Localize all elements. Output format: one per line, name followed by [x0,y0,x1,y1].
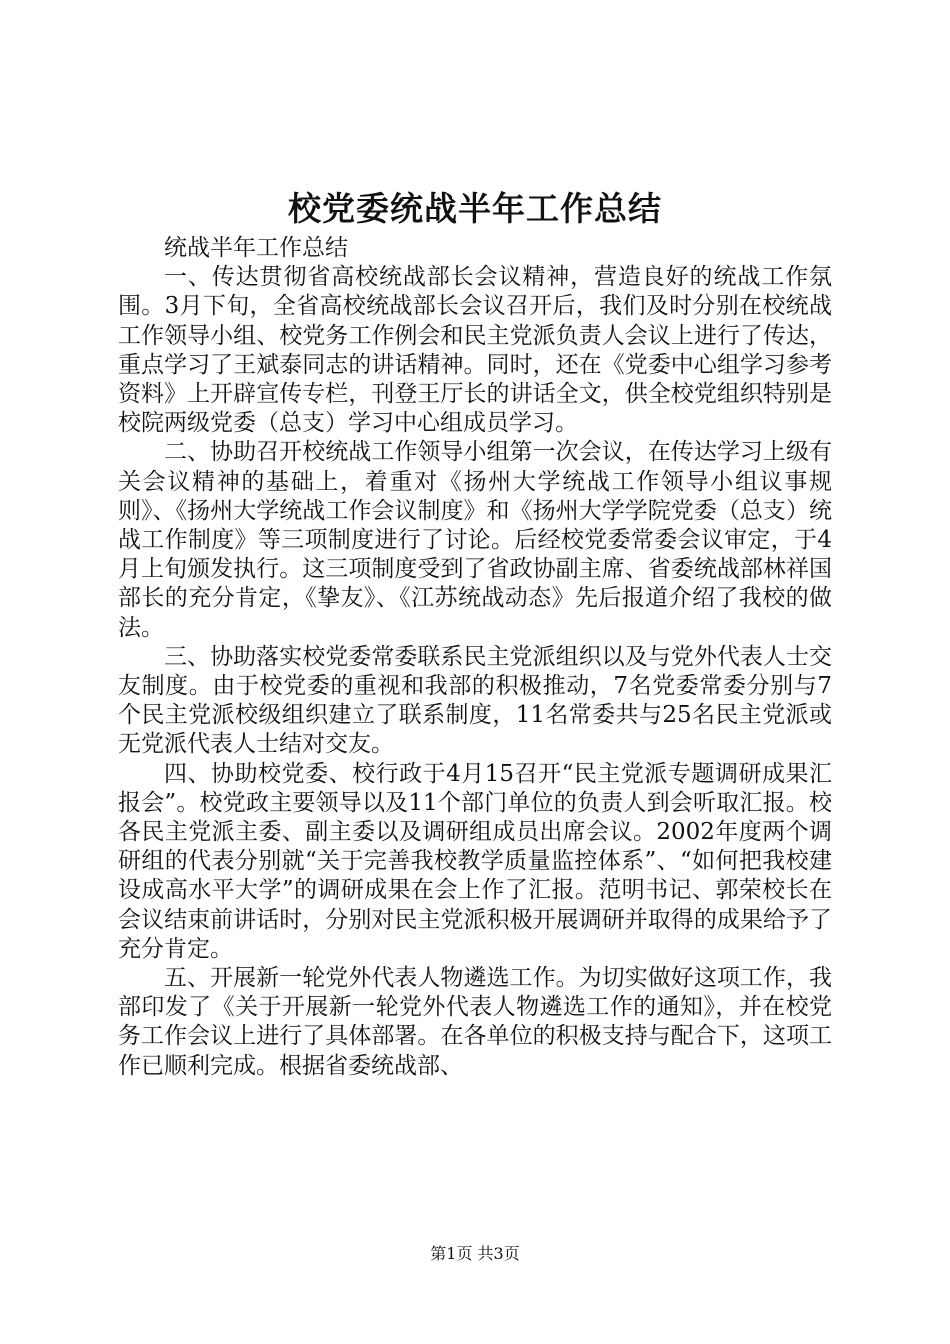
document-title: 校党委统战半年工作总结 [288,189,662,228]
document-body [118,234,832,1081]
paragraph-section-5: 五、开展新一轮党外代表人物遴选工作。为切实做好这项工作，我部印发了《关于开展新一轮党外代表人物遴选工作的通知》，并在校党务工作会议上进行了具体部署。在各单位的积极支持与配合下，这项工作已顺利完成。根据省委统战部、 [118,965,832,1079]
page-number-footer: 第1页 共3页 [430,1244,520,1263]
paragraph-section-1: 一、传达贯彻省高校统战部长会议精神，营造良好的统战工作氛围。3月下旬，全省高校统战部长会议召开后，我们及时分别在校统战工作领导小组、校党务工作例会和民主党派负责人会议上进行了传达，重点学习了王斌泰同志的讲话精神。同时，还在《党委中心组学习参考资料》上开辟宣传专栏，刊登王厅长的讲话全文，供全校党组织特别是校院两级党委（总支）学习中心组成员学习。 [118,264,832,437]
paragraph-section-4: 四、协助校党委、校行政于4月15召开“民主党派专题调研成果汇报会”。校党政主要领导以及11个部门单位的负责人到会听取汇报。校各民主党派主委、副主委以及调研组成员出席会议。2002年度两个调研组的代表分别就“关于完善我校教学质量监控体系”、“如何把我校建设成高水平大学”的调研成果在会上作了汇报。范明书记、郭荣校长在会议结束前讲话时，分别对民主党派积极开展调研并取得的成果给予了充分肯定。 [118,760,832,962]
paragraph-section-3: 三、协助落实校党委常委联系民主党派组织以及与党外代表人士交友制度。由于校党委的重视和我部的积极推动，7名党委常委分别与7个民主党派校级组织建立了联系制度，11名常委共与25名民主党派或无党派代表人士结对交友。 [118,643,832,758]
paragraph-section-2: 二、协助召开校统战工作领导小组第一次会议，在传达学习上级有关会议精神的基础上，着重对《扬州大学统战工作领导小组议事规则》、《扬州大学统战工作会议制度》和《扬州大学学院党委（总支）统战工作制度》等三项制度进行了讨论。后经校党委常委会议审定，于4月上旬颁发执行。这三项制度受到了省政协副主席、省委统战部林祥国部长的充分肯定，《挚友》、《江苏统战动态》先后报道介绍了我校的做法。 [118,439,832,641]
paragraph-subtitle: 统战半年工作总结 [164,235,348,261]
